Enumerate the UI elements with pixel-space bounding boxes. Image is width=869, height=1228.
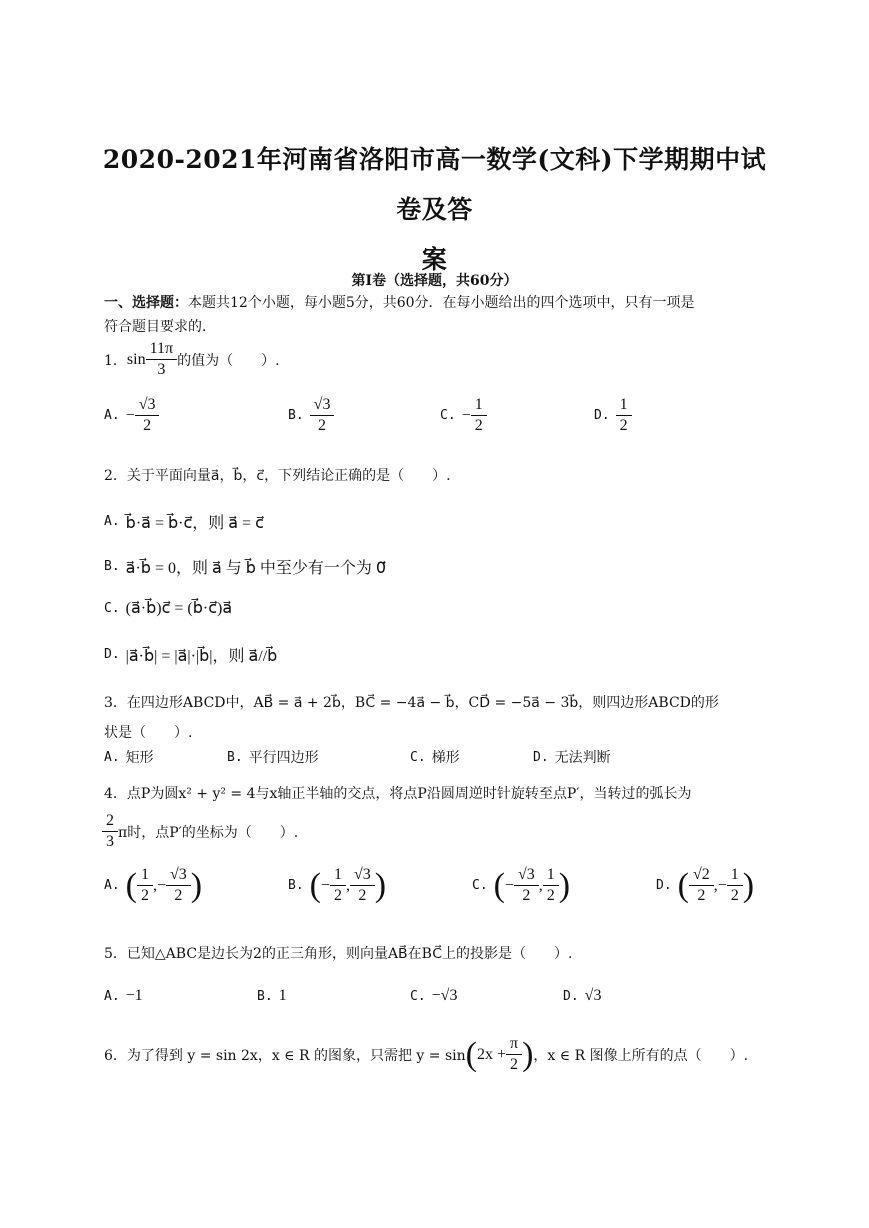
- y-fraction: [729, 866, 741, 905]
- q1-frac-den: 3: [146, 359, 177, 379]
- frac-den: 2: [310, 415, 335, 435]
- q4-fraction: [104, 812, 116, 851]
- option-label: A.: [104, 988, 120, 1004]
- question-2: 2．关于平面向量a⃗，b⃗，c⃗，下列结论正确的是（ ）.: [104, 468, 451, 484]
- q1-frac-num: 11π: [149, 340, 174, 357]
- option-text: √3: [584, 987, 602, 1004]
- x-fraction: [139, 866, 151, 905]
- q3-option-b: [227, 747, 319, 767]
- q1-number: 1．: [104, 352, 127, 369]
- paren-close: ): [190, 866, 203, 904]
- instructions-heading: 一、选择题：: [104, 295, 188, 311]
- option-fraction: [312, 396, 333, 435]
- question-3-line-1: 3．在四边形ABCD中，AB⃗ = a⃗ + 2b⃗，BC⃗ = −4a⃗ − b⃗，CD⃗ = −5a⃗ − 3b⃗，则四边形ABCD的形: [104, 695, 719, 711]
- q5-option-b: [257, 987, 287, 1005]
- option-text: (a⃗·b⃗)c⃗ = (b⃗·c⃗)a⃗: [125, 600, 233, 617]
- frac-num: √3: [170, 866, 187, 883]
- q3-option-a: [104, 747, 154, 767]
- paren-open: (: [465, 1035, 477, 1073]
- option-text: 梯形: [431, 750, 460, 766]
- comma: ,: [538, 876, 543, 894]
- frac-num: 1: [730, 866, 739, 883]
- x-sign: −: [504, 876, 515, 894]
- option-label: B.: [104, 559, 120, 574]
- frac-den: 2: [350, 885, 375, 905]
- frac-num: 1: [334, 866, 343, 883]
- q6-inner: 2x +: [476, 1045, 507, 1063]
- option-text: b⃗·a⃗ = b⃗·c⃗，则 a⃗ = c⃗: [125, 515, 264, 532]
- q2-option-a: [104, 510, 264, 533]
- frac-num: 1: [474, 396, 483, 413]
- option-text: −1: [125, 987, 143, 1004]
- q6-part-2: ，x ∈ R 图像上所有的点（ ）.: [533, 1047, 749, 1064]
- option-sign: −: [125, 406, 135, 424]
- q1-suffix: 的值为（ ）.: [177, 352, 280, 369]
- question-4-line-2: [104, 812, 298, 851]
- y-fraction: [168, 866, 189, 905]
- option-label: D.: [594, 408, 610, 423]
- option-label: C.: [410, 749, 426, 765]
- q5-option-a: [104, 987, 143, 1005]
- frac-num: √3: [138, 396, 156, 413]
- x-fraction: [516, 866, 537, 905]
- q2-option-c: [104, 598, 232, 618]
- section-header: 第Ⅰ卷（选择题，共60分）: [351, 273, 518, 289]
- document-title: [100, 135, 769, 285]
- comma: ,: [152, 876, 157, 894]
- q5-option-d: [563, 987, 601, 1005]
- option-fraction: [618, 396, 630, 435]
- q4-line-2-text: π时，点P′的坐标为（ ）.: [118, 824, 299, 841]
- paren-open: (: [493, 866, 505, 904]
- instructions-line-2: 符合题目要求的．: [104, 319, 216, 335]
- option-label: A.: [104, 878, 120, 893]
- q3-option-c: [410, 747, 460, 767]
- frac-den: 3: [102, 831, 118, 851]
- paren-close: ): [522, 1035, 534, 1073]
- question-4-line-1: 4．点P为圆x² + y² = 4与x轴正半轴的交点，将点P沿圆周逆时针旋转至点P′，当转过的弧长为: [104, 786, 692, 802]
- frac-den: 2: [137, 885, 153, 905]
- y-fraction: [545, 866, 557, 905]
- title-line-2: 案: [421, 245, 448, 274]
- frac-num: 1: [619, 396, 628, 413]
- paren-close: ): [742, 866, 755, 904]
- option-label: B.: [257, 988, 273, 1004]
- q6-part-1: 6．为了得到 y = sin 2x，x ∈ R 的图象，只需把 y = sin: [104, 1047, 466, 1064]
- frac-den: 2: [616, 415, 632, 435]
- q4-option-c: [472, 866, 570, 905]
- option-label: C.: [472, 878, 488, 893]
- q1-fraction: [148, 340, 175, 379]
- frac-num: √2: [692, 866, 710, 883]
- x-fraction: [332, 866, 344, 905]
- frac-den: 2: [689, 885, 714, 905]
- paren-open: (: [309, 866, 321, 904]
- option-label: D.: [104, 647, 120, 662]
- q1-option-a: [104, 396, 159, 435]
- option-text: −√3: [431, 987, 458, 1004]
- paren-open: (: [125, 866, 137, 904]
- question-6: [104, 1035, 748, 1074]
- q2-option-b: [104, 555, 386, 578]
- option-label: A.: [104, 749, 120, 765]
- q3-option-d: [533, 747, 611, 767]
- instructions-line-1: [104, 292, 695, 312]
- frac-num: 1: [140, 866, 149, 883]
- option-label: C.: [104, 600, 120, 616]
- frac-den: 2: [166, 885, 191, 905]
- option-label: B.: [227, 749, 243, 765]
- paren-close: ): [374, 866, 387, 904]
- comma: ,: [713, 876, 718, 894]
- paren-open: (: [677, 866, 689, 904]
- title-line-1: 2020-2021年河南省洛阳市高一数学(文科)下学期期中试卷及答: [102, 145, 767, 224]
- q4-option-b: [288, 866, 386, 905]
- q1-option-d: [594, 396, 632, 435]
- frac-num: √3: [518, 866, 535, 883]
- comma: ,: [346, 876, 351, 894]
- question-3-line-2: 状是（ ）.: [104, 725, 193, 741]
- frac-den: 2: [514, 885, 539, 905]
- q1-function: sin: [126, 350, 146, 368]
- y-sign: −: [156, 876, 167, 894]
- q4-option-d: [656, 866, 754, 905]
- frac-num: √3: [313, 396, 331, 413]
- option-label: D.: [656, 878, 672, 893]
- option-label: B.: [288, 408, 304, 423]
- frac-den: 2: [330, 885, 346, 905]
- option-text: 无法判断: [554, 750, 611, 766]
- question-5: 5．已知△ABC是边长为2的正三角形，则向量AB⃗在BC⃗上的投影是（ ）.: [104, 946, 573, 962]
- option-text: 平行四边形: [248, 750, 319, 766]
- frac-den: 2: [543, 885, 559, 905]
- frac-num: π: [510, 1035, 519, 1052]
- x-sign: −: [320, 876, 331, 894]
- option-text: a⃗·b⃗ = 0，则 a⃗ 与 b⃗ 中至少有一个为 0⃗: [125, 560, 387, 577]
- frac-den: 2: [506, 1054, 522, 1074]
- option-text: |a⃗·b⃗| = |a⃗|·|b⃗|，则 a⃗//b⃗: [125, 648, 278, 665]
- option-fraction: [473, 396, 485, 435]
- q1-option-c: [440, 396, 487, 435]
- q1-option-b: [288, 396, 334, 435]
- frac-num: 2: [106, 812, 114, 829]
- option-sign: −: [461, 406, 471, 424]
- option-label: C.: [440, 408, 456, 423]
- y-fraction: [352, 866, 373, 905]
- q4-option-a: [104, 866, 202, 905]
- option-label: C.: [410, 988, 426, 1004]
- option-label: A.: [104, 408, 120, 423]
- frac-num: 1: [546, 866, 555, 883]
- option-label: D.: [533, 749, 549, 765]
- frac-den: 2: [727, 885, 743, 905]
- option-fraction: [137, 396, 158, 435]
- option-label: B.: [288, 878, 304, 893]
- option-text: 1: [278, 987, 287, 1004]
- instructions-text: 本题共12个小题，每小题5分，共60分．在每小题给出的四个选项中，只有一项是: [188, 295, 695, 311]
- q5-option-c: [410, 987, 457, 1005]
- x-fraction: [691, 866, 712, 905]
- frac-den: 2: [135, 415, 160, 435]
- option-label: A.: [104, 514, 120, 529]
- question-1: [104, 340, 280, 379]
- paren-close: ): [558, 866, 571, 904]
- frac-den: 2: [471, 415, 487, 435]
- option-label: D.: [563, 988, 579, 1004]
- q6-fraction: [508, 1035, 520, 1074]
- option-text: 矩形: [125, 750, 154, 766]
- y-sign: −: [717, 876, 727, 894]
- q2-option-d: [104, 643, 277, 666]
- frac-num: √3: [354, 866, 371, 883]
